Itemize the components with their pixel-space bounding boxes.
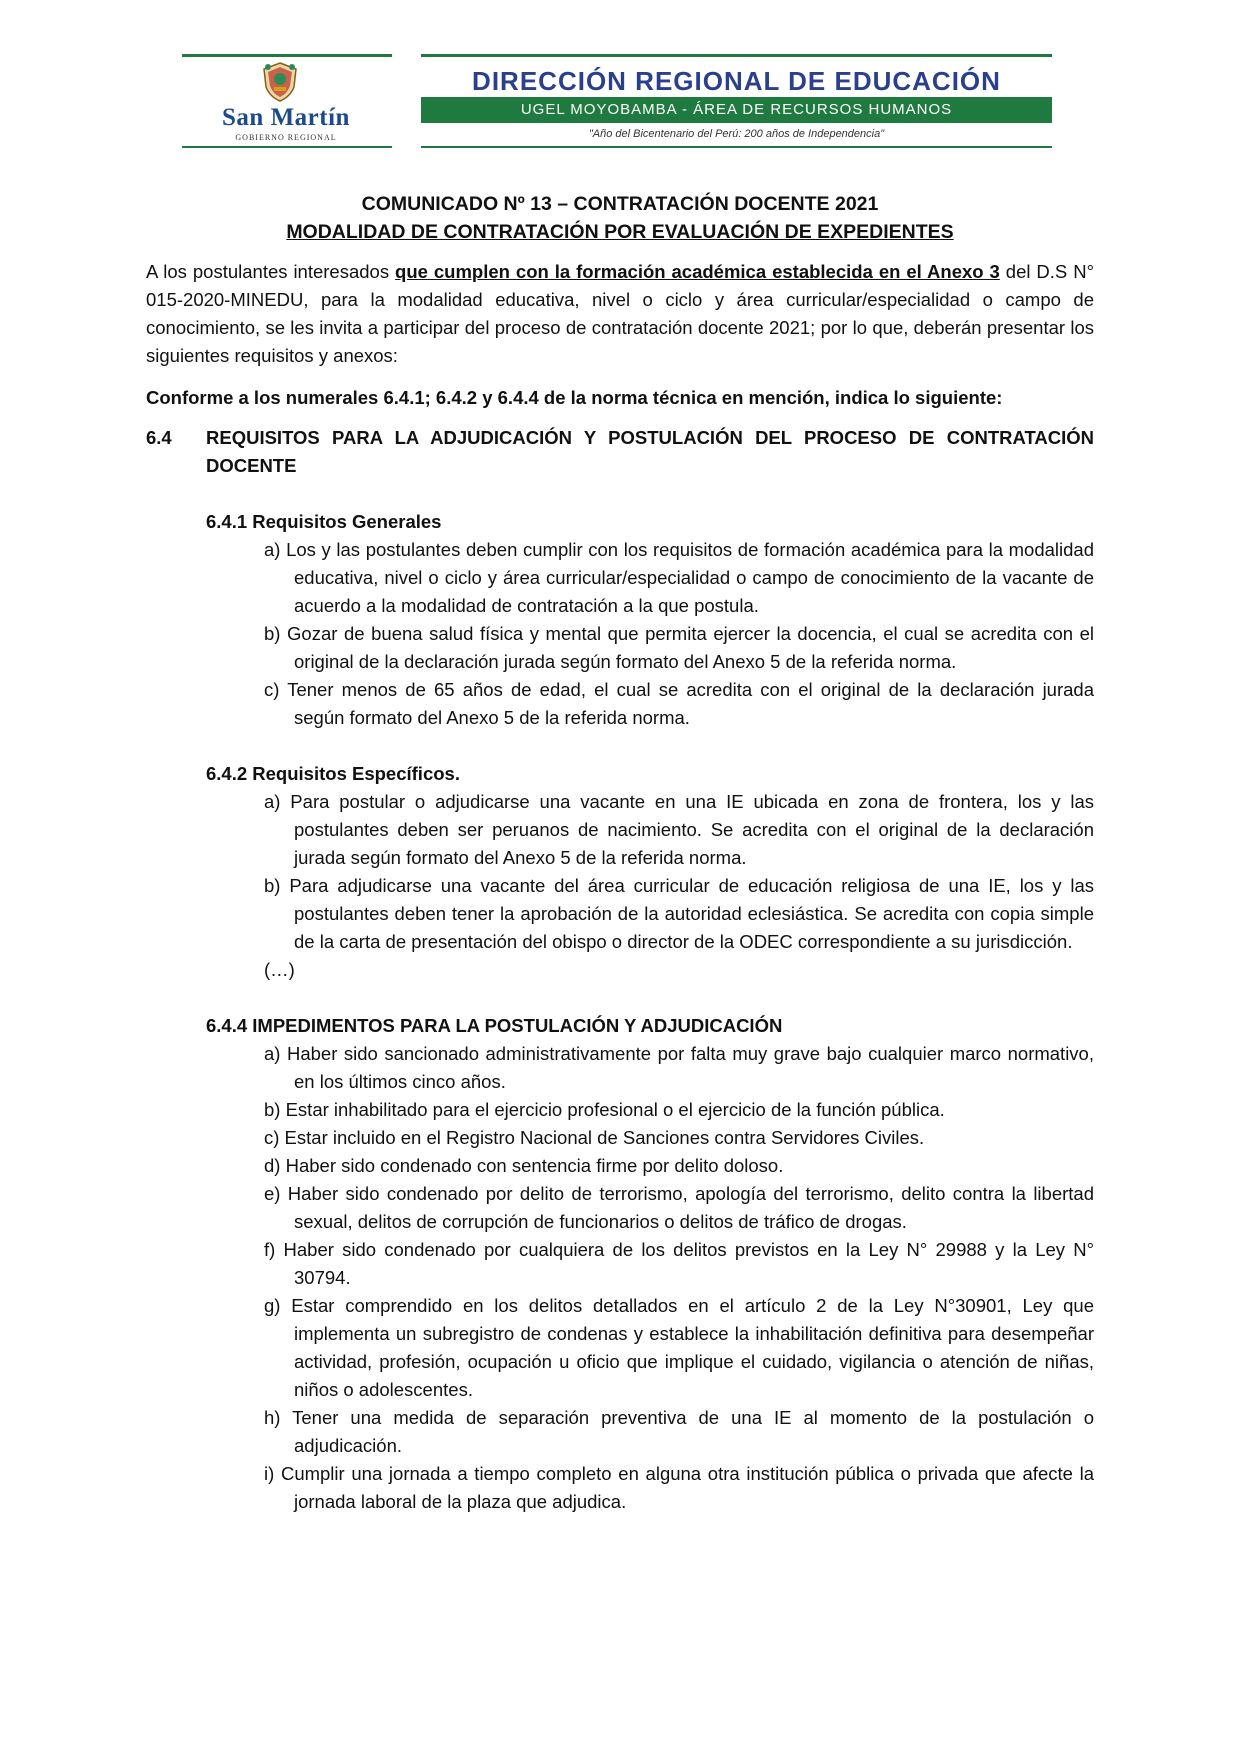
list-item: f) Haber sido condenado por cualquiera de los delitos previstos en la Ley N° 29988 y la Ley N° 30794. [264,1239,1094,1288]
list-642 [264,788,1094,956]
list-item: a) Para postular o adjudicarse una vacante en una IE ubicada en zona de frontera, los y las postulantes deben ser peruanos de nacimiento. Se acredita con el original de la declaración jurada según formato del Anexo 5 de la referida norma. [264,791,1094,868]
list-item: i) Cumplir una jornada a tiempo completo en alguna otra institución pública o privada que afecte la jornada laboral de la plaza que adjudica. [264,1463,1094,1512]
brand-subtitle: GOBIERNO REGIONAL [235,133,337,142]
banner-top-rule [421,54,1052,57]
letterhead [178,50,1052,150]
spacer [146,732,1094,760]
org-motto: "Año del Bicentenario del Perú: 200 años de Independencia" [588,128,885,140]
document-subtitle: MODALIDAD DE CONTRATACIÓN POR EVALUACIÓN DE EXPEDIENTES [286,221,954,243]
list-item: g) Estar comprendido en los delitos detallados en el artículo 2 de la Ley N°30901, Ley que implementa un subregistro de condenas y establece la inhabilitación definitiva para desempeñar actividad, profesión, ocupación u oficio que implique el cuidado, vigilancia o atención de niñas, niños o adolescentes. [264,1295,1094,1400]
intro-paragraph [146,258,1094,370]
list-item: e) Haber sido condenado por delito de terrorismo, apología del terrorismo, delito contra la libertad sexual, delitos de corrupción de funcionarios o delitos de tráfico de drogas. [264,1183,1094,1232]
list-item: d) Haber sido condenado con sentencia firme por delito doloso. [264,1155,784,1176]
section-heading [146,424,1094,480]
list-item: a) Los y las postulantes deben cumplir con los requisitos de formación académica para la modalidad educativa, nivel o ciclo y área curricular/especialidad o campo de conocimiento de la vacante de acuerdo a la modalidad de contratación a la que postula. [264,539,1094,616]
section-title: REQUISITOS PARA LA ADJUDICACIÓN Y POSTULACIÓN DEL PROCESO DE CONTRATACIÓN DOCENTE [206,427,1094,476]
intro-underlined-text: que cumplen con la formación académica establecida en el Anexo 3 [395,261,1000,282]
org-banner [421,50,1052,150]
document-body [146,190,1094,1516]
list-item: b) Para adjudicarse una vacante del área curricular de educación religiosa de una IE, los y las postulantes deben tener la aprobación de la autoridad eclesiástica. Se acredita con copia simple de la carta de presentación del obispo o director de la ODEC correspondiente a su jurisdicción. [264,875,1094,952]
ellipsis: (…) [264,959,295,980]
spacer [146,984,1094,1012]
subsection-heading-642: 6.4.2 Requisitos Específicos. [206,763,460,784]
logo-bottom-rule [182,146,392,148]
list-item: b) Estar inhabilitado para el ejercicio profesional o el ejercicio de la función pública. [264,1099,945,1120]
org-band: UGEL MOYOBAMBA - ÁREA DE RECURSOS HUMANOS [421,97,1052,123]
document-title: COMUNICADO Nº 13 – CONTRATACIÓN DOCENTE 2021 [361,193,879,215]
subsection-heading-644: 6.4.4 IMPEDIMENTOS PARA LA POSTULACIÓN Y ADJUDICACIÓN [206,1015,783,1036]
list-item: a) Haber sido sancionado administrativamente por falta muy grave bajo cualquier marco normativo, en los últimos cinco años. [264,1043,1094,1092]
conforme-paragraph: Conforme a los numerales 6.4.1; 6.4.2 y 6.4.4 de la norma técnica en mención, indica lo siguiente: [146,387,1003,408]
list-item: c) Tener menos de 65 años de edad, el cual se acredita con el original de la declaración jurada según formato del Anexo 5 de la referida norma. [264,679,1094,728]
subsection-heading-641: 6.4.1 Requisitos Generales [206,511,442,532]
logo-top-rule [182,54,392,57]
list-item: c) Estar incluido en el Registro Nacional de Sanciones contra Servidores Civiles. [264,1127,925,1148]
list-641 [264,536,1094,732]
list-item: h) Tener una medida de separación preventiva de una IE al momento de la postulación o adjudicación. [264,1407,1094,1456]
list-item: b) Gozar de buena salud física y mental que permita ejercer la docencia, el cual se acredita con el original de la declaración jurada según formato del Anexo 5 de la referida norma. [264,623,1094,672]
intro-text-end: del D.S N° 015-2020-MINEDU, para la modalidad educativa, nivel o ciclo y área curricular/especialidad o campo de conocimiento, se les invita a participar del proceso de contratación docente 2021; por lo que, deberán presentar los siguientes requisitos y anexos: [146,261,1094,366]
org-title: DIRECCIÓN REGIONAL DE EDUCACIÓN [472,66,1001,96]
regional-logo [178,50,394,150]
regional-crest-icon [260,61,300,103]
intro-text-start: A los postulantes interesados [146,261,396,282]
list-644 [264,1040,1094,1516]
section-number: 6.4 [146,427,172,448]
banner-bottom-rule [421,146,1052,148]
brand-name: San Martín [222,104,350,131]
